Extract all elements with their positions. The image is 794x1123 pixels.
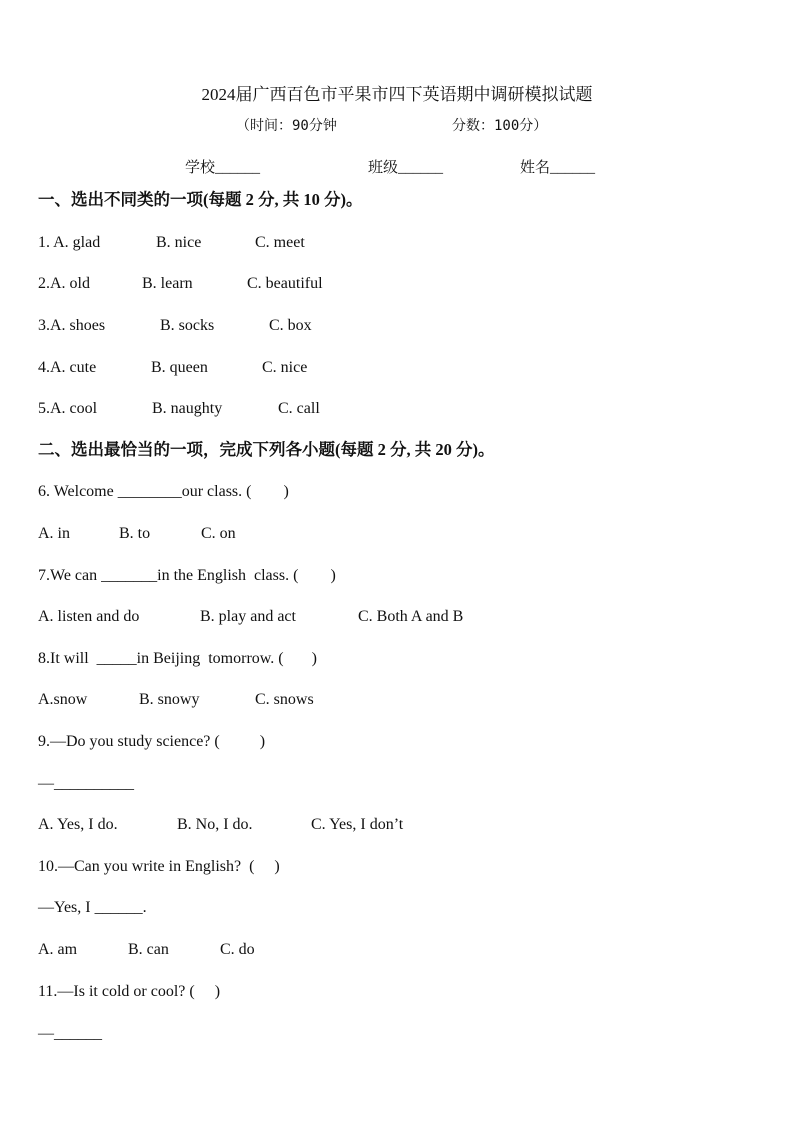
q1-option-c: C. meet — [255, 234, 305, 251]
q8-option-b: B. snowy — [139, 691, 200, 708]
q6-stem: 6. Welcome ________our class. ( ) — [38, 483, 289, 500]
name-field: 姓名______ — [520, 160, 596, 176]
q10-option-c: C. do — [220, 941, 255, 958]
q9-option-a: A. Yes, I do. — [38, 816, 118, 833]
q6-option-b: B. to — [119, 525, 151, 542]
q10-option-a: A. am — [38, 941, 78, 958]
class-field: 班级______ — [368, 160, 444, 176]
q8-option-a: A.snow — [38, 691, 88, 708]
q8-option-c: C. snows — [255, 691, 314, 708]
q4-option-b: B. queen — [151, 359, 208, 376]
q1-option-b: B. nice — [156, 234, 202, 251]
q3-option-a: 3.A. shoes — [38, 317, 106, 334]
q7-option-b: B. play and act — [200, 608, 296, 625]
q11-answer-line: —______ — [38, 1025, 102, 1042]
q5-option-b: B. naughty — [152, 400, 223, 417]
q3-option-b: B. socks — [160, 317, 215, 334]
q9-option-b: B. No, I do. — [177, 816, 253, 833]
page-title: 2024届广西百色市平果市四下英语期中调研模拟试题 — [201, 85, 593, 104]
q10-reply: —Yes, I ______. — [38, 899, 147, 916]
q3-option-c: C. box — [269, 317, 312, 334]
q9-option-c: C. Yes, I don’t — [311, 816, 404, 833]
q10-option-b: B. can — [128, 941, 169, 958]
q4-option-c: C. nice — [262, 359, 308, 376]
q2-option-b: B. learn — [142, 275, 193, 292]
q6-option-a: A. in — [38, 525, 70, 542]
section-2-heading: 二、选出最恰当的一项，完成下列各小题(每题 2 分, 共 20 分)。 — [38, 440, 495, 459]
q7-option-a: A. listen and do — [38, 608, 140, 625]
q5-option-a: 5.A. cool — [38, 400, 98, 417]
q11-stem: 11.—Is it cold or cool? ( ) — [38, 983, 221, 1000]
exam-time: （时间：90分钟 — [236, 118, 337, 134]
q1-option-a: 1. A. glad — [38, 234, 101, 251]
q7-option-c: C. Both A and B — [358, 608, 464, 625]
q9-stem: 9.—Do you study science? ( ) — [38, 733, 266, 750]
q2-option-a: 2.A. old — [38, 275, 90, 292]
exam-score: 分数：100分） — [452, 118, 548, 134]
q4-option-a: 4.A. cute — [38, 359, 97, 376]
q7-stem: 7.We can _______in the English class. ( ) — [38, 567, 336, 584]
section-1-heading: 一、选出不同类的一项(每题 2 分, 共 10 分)。 — [38, 190, 363, 209]
q5-option-c: C. call — [278, 400, 320, 417]
school-field: 学校______ — [185, 160, 261, 176]
q10-stem: 10.—Can you write in English? ( ) — [38, 858, 280, 875]
q6-option-c: C. on — [201, 525, 236, 542]
q2-option-c: C. beautiful — [247, 275, 323, 292]
q8-stem: 8.It will _____in Beijing tomorrow. ( ) — [38, 650, 317, 667]
q9-answer-line: —__________ — [38, 775, 134, 792]
